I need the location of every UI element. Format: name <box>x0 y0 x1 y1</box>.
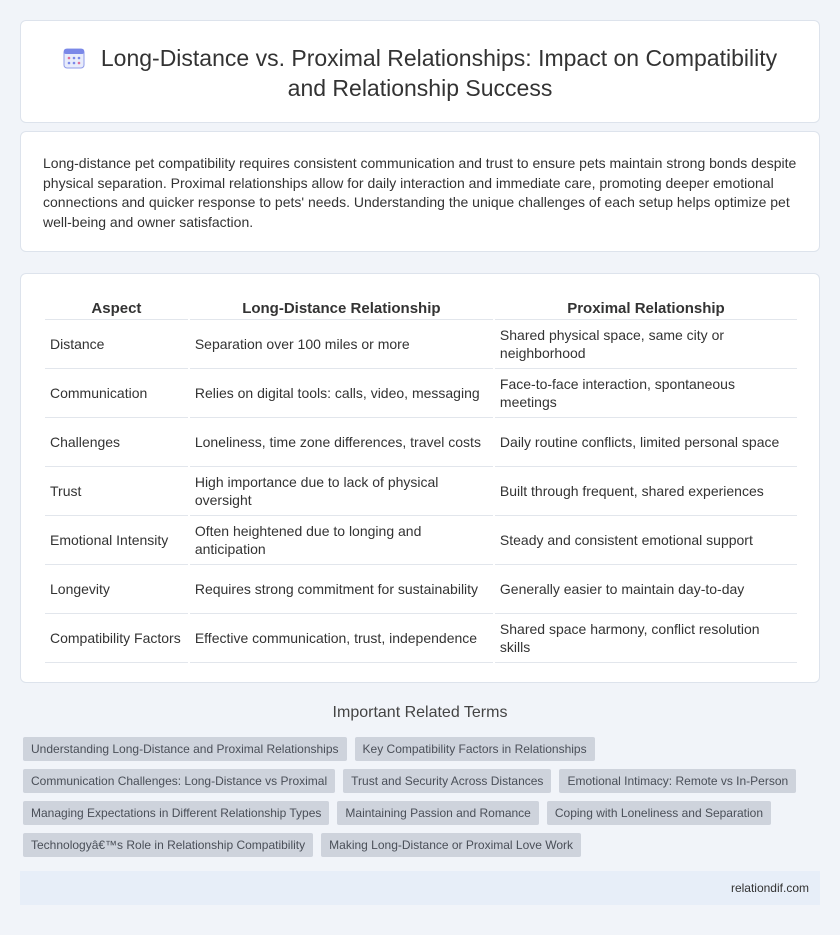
row-aspect: Communication <box>45 369 188 418</box>
related-term-tag[interactable]: Coping with Loneliness and Separation <box>547 801 771 825</box>
related-term-tag[interactable]: Making Long-Distance or Proximal Love Work <box>321 833 581 857</box>
row-long-distance: Effective communication, trust, independence <box>190 614 493 663</box>
row-long-distance: High importance due to lack of physical oversight <box>190 467 493 516</box>
related-term-tag[interactable]: Communication Challenges: Long-Distance vs Proximal <box>23 769 335 793</box>
related-term-tag[interactable]: Maintaining Passion and Romance <box>337 801 538 825</box>
related-term-tag[interactable]: Understanding Long-Distance and Proximal Relationships <box>23 737 347 761</box>
row-long-distance: Relies on digital tools: calls, video, messaging <box>190 369 493 418</box>
header-long-distance: Long-Distance Relationship <box>190 296 493 320</box>
table-header-row <box>45 296 797 320</box>
related-term-tag[interactable]: Key Compatibility Factors in Relationships <box>355 737 595 761</box>
related-term-tag[interactable]: Technologyâ€™s Role in Relationship Compatibility <box>23 833 313 857</box>
header-aspect: Aspect <box>45 296 188 320</box>
footer <box>20 871 820 905</box>
row-aspect: Longevity <box>45 565 188 614</box>
related-term-tag[interactable]: Managing Expectations in Different Relationship Types <box>23 801 329 825</box>
table-row <box>45 467 797 516</box>
row-long-distance: Requires strong commitment for sustainability <box>190 565 493 614</box>
row-long-distance: Separation over 100 miles or more <box>190 320 493 369</box>
related-term-tag[interactable]: Trust and Security Across Distances <box>343 769 551 793</box>
row-proximal: Daily routine conflicts, limited personal space <box>495 418 797 467</box>
header-proximal: Proximal Relationship <box>495 296 797 320</box>
table-row <box>45 565 797 614</box>
row-long-distance: Loneliness, time zone differences, travel costs <box>190 418 493 467</box>
row-proximal: Built through frequent, shared experiences <box>495 467 797 516</box>
page-title: Long-Distance vs. Proximal Relationships: Impact on Compatibility and Relationship Success <box>100 45 778 101</box>
row-aspect: Compatibility Factors <box>45 614 188 663</box>
row-proximal: Steady and consistent emotional support <box>495 516 797 565</box>
intro-card <box>20 131 820 252</box>
table-row <box>45 418 797 467</box>
row-proximal: Face-to-face interaction, spontaneous meetings <box>495 369 797 418</box>
related-terms-heading: Important Related Terms <box>332 704 508 721</box>
row-proximal: Generally easier to maintain day-to-day <box>495 565 797 614</box>
comparison-table <box>43 296 799 663</box>
table-row <box>45 320 797 369</box>
row-aspect: Challenges <box>45 418 188 467</box>
row-aspect: Distance <box>45 320 188 369</box>
row-aspect: Trust <box>45 467 188 516</box>
comparison-table-card <box>20 273 820 683</box>
page-title-wrap <box>21 43 819 103</box>
row-proximal: Shared space harmony, conflict resolution skills <box>495 614 797 663</box>
related-term-tag[interactable]: Emotional Intimacy: Remote vs In-Person <box>559 769 796 793</box>
table-row <box>45 369 797 418</box>
table-row <box>45 516 797 565</box>
intro-paragraph: Long-distance pet compatibility requires consistent communication and trust to ensure pets maintain strong bonds despite physical separation. Proximal relationships allow for daily interaction and immediate care, promoting deeper emotional connections and quicker response to pets' needs. Understanding the unique challenges of each setup helps optimize pet well-being and owner satisfaction. <box>43 155 797 230</box>
related-terms-list <box>23 737 818 857</box>
row-aspect: Emotional Intensity <box>45 516 188 565</box>
row-proximal: Shared physical space, same city or neighborhood <box>495 320 797 369</box>
table-row <box>45 614 797 663</box>
footer-site-link[interactable]: relationdif.com <box>730 881 809 895</box>
calendar-icon <box>63 46 85 68</box>
row-long-distance: Often heightened due to longing and anticipation <box>190 516 493 565</box>
title-card <box>20 20 820 123</box>
